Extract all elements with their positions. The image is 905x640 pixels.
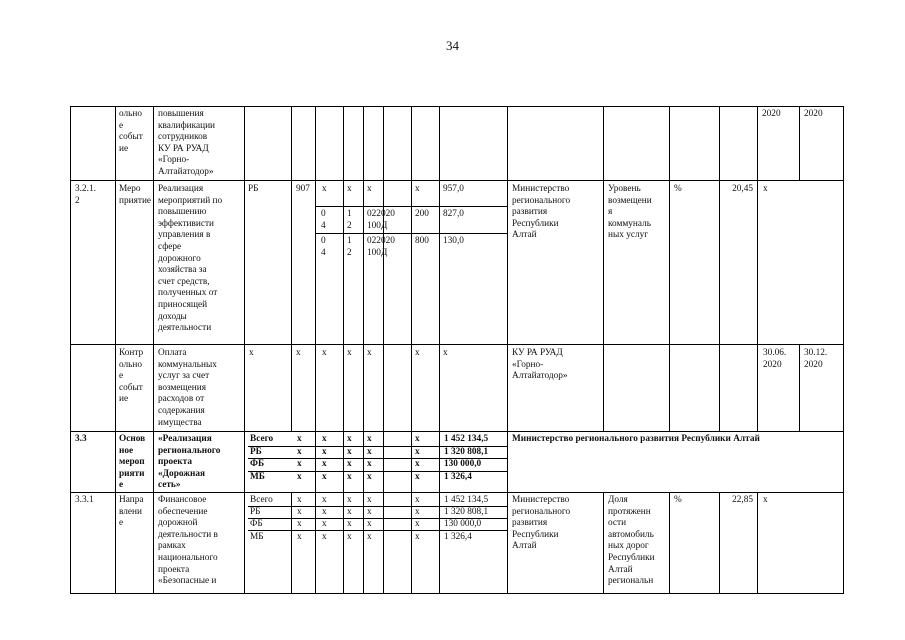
code-cell: x — [347, 348, 352, 358]
code-cell: x — [415, 447, 420, 457]
amount-cell: 1 320 808,1 — [444, 507, 489, 517]
indicator-cell: Доля протяженн ости автомобиль ных дорог Республики Алтай региональн — [608, 495, 655, 587]
code-cell: x — [415, 348, 420, 358]
row-number: 3.3.1 — [75, 495, 94, 505]
amount-cell: 130 000,0 — [444, 459, 482, 469]
code-cell: x — [367, 532, 372, 542]
code-cell: x — [367, 447, 372, 457]
event-name-cell: повышения квалификации сотрудников КУ РА РУАД «Горно- Алтайатодор» — [158, 109, 216, 177]
amount-cell: 827,0 — [443, 209, 464, 219]
code-cell: x — [249, 348, 254, 358]
page-number: 34 — [446, 38, 459, 53]
target-article-cell: 022020 100Д — [367, 209, 395, 231]
code-cell: x — [415, 459, 420, 469]
code-cell: x — [367, 472, 372, 482]
code-cell: x — [322, 532, 327, 542]
event-type-cell: Основ ное мероп рияти е — [119, 434, 146, 491]
amount-cell: 1 326,4 — [444, 472, 472, 482]
code-cell: x — [347, 472, 352, 482]
code-cell: x — [415, 507, 420, 517]
funding-source-cell: Всего — [250, 434, 274, 444]
code-cell: x — [297, 507, 302, 517]
event-name-cell: «Реализация регионального проекта «Дорожная сеть» — [158, 434, 221, 491]
code-cell: x — [322, 184, 327, 194]
code-cell: x — [347, 519, 352, 529]
code-cell: x — [347, 184, 352, 194]
amount-cell: x — [443, 348, 448, 358]
code-cell: x — [297, 434, 302, 444]
code-cell: x — [297, 447, 302, 457]
grbs-code-cell: 907 — [296, 184, 310, 194]
code-cell: x — [347, 495, 352, 505]
code-cell: x — [322, 519, 327, 529]
code-cell: x — [347, 434, 352, 444]
amount-cell: 957,0 — [443, 184, 464, 194]
row-number: 3.2.1. 2 — [75, 184, 96, 206]
expense-type-cell: 200 — [415, 209, 429, 219]
event-type-cell: ольно е событ ие — [119, 109, 143, 154]
event-type-cell: Напра влени е — [119, 495, 144, 529]
unit-cell: % — [674, 184, 682, 194]
code-cell: x — [367, 434, 372, 444]
target-article-cell: 022020 100Д — [367, 236, 395, 258]
funding-source-cell: МБ — [250, 472, 265, 482]
event-name-cell: Финансовое обеспечение дорожной деятельности в рамках национального проекта «Безопасные и — [158, 495, 218, 587]
code-cell: x — [347, 532, 352, 542]
code-cell: x — [322, 507, 327, 517]
event-type-cell: Контр ольно е событ ие — [119, 348, 144, 405]
subsection-code-cell: 1 2 — [347, 209, 352, 231]
indicator-value-cell: 20,45 — [732, 184, 753, 194]
code-cell: x — [415, 495, 420, 505]
section-code-cell: 0 4 — [321, 236, 326, 258]
code-cell: x — [296, 348, 301, 358]
code-cell: x — [322, 495, 327, 505]
amount-cell: 1 452 134,5 — [444, 434, 489, 444]
end-date-cell: 2020 — [804, 109, 823, 119]
start-date-cell: 30.06. 2020 — [763, 348, 787, 370]
code-cell: x — [367, 507, 372, 517]
event-type-cell: Меро приятие — [119, 184, 152, 206]
end-date-cell: 30.12. 2020 — [804, 348, 828, 370]
indicator-value-cell: 22,85 — [732, 495, 753, 505]
event-name-cell: Оплата коммунальных услуг за счет возмещения расходов от содержания имущества — [158, 348, 217, 428]
code-cell: x — [297, 495, 302, 505]
date-cell: x — [763, 495, 768, 505]
code-cell: x — [347, 459, 352, 469]
funding-source-cell: ФБ — [250, 519, 263, 529]
funding-source-cell: РБ — [250, 507, 261, 517]
code-cell: x — [367, 348, 372, 358]
unit-cell: % — [674, 495, 682, 505]
executor-cell: КУ РА РУАД «Горно- Алтайатодор» — [512, 348, 568, 382]
funding-source-cell: РБ — [250, 447, 262, 457]
code-cell: x — [347, 507, 352, 517]
code-cell: x — [415, 519, 420, 529]
funding-source-cell: ФБ — [250, 459, 265, 469]
amount-cell: 1 326,4 — [444, 532, 472, 542]
amount-cell: 1 452 134,5 — [444, 495, 489, 505]
code-cell: x — [297, 472, 302, 482]
code-cell: x — [415, 472, 420, 482]
funding-source-cell: РБ — [248, 184, 259, 194]
section-code-cell: 0 4 — [321, 209, 326, 231]
code-cell: x — [367, 495, 372, 505]
indicator-cell: Уровень возмещени я коммуналь ных услуг — [608, 184, 652, 241]
code-cell: x — [415, 434, 420, 444]
code-cell: x — [367, 459, 372, 469]
executor-cell: Министерство регионального развития Республики Алтай — [512, 495, 571, 552]
row-number: 3.3 — [75, 434, 87, 444]
program-table — [70, 106, 844, 594]
code-cell: x — [415, 532, 420, 542]
code-cell: x — [367, 184, 372, 194]
code-cell: x — [322, 447, 327, 457]
expense-type-cell: 800 — [415, 236, 429, 246]
funding-source-cell: МБ — [250, 532, 264, 542]
code-cell: x — [322, 434, 327, 444]
code-cell: x — [367, 519, 372, 529]
amount-cell: 1 320 808,1 — [444, 447, 489, 457]
code-cell: x — [347, 447, 352, 457]
code-cell: x — [415, 184, 420, 194]
code-cell: x — [322, 348, 327, 358]
amount-cell: 130,0 — [443, 236, 464, 246]
code-cell: x — [297, 459, 302, 469]
code-cell: x — [322, 472, 327, 482]
funding-source-cell: Всего — [250, 495, 273, 505]
code-cell: x — [322, 459, 327, 469]
amount-cell: 130 000,0 — [444, 519, 482, 529]
date-cell: x — [763, 184, 768, 194]
code-cell: x — [297, 519, 302, 529]
subsection-code-cell: 1 2 — [347, 236, 352, 258]
start-date-cell: 2020 — [762, 109, 781, 119]
executor-cell: Министерство регионального развития Республики Алтай — [512, 434, 760, 444]
code-cell: x — [297, 532, 302, 542]
executor-cell: Министерство регионального развития Республики Алтай — [512, 184, 571, 241]
event-name-cell: Реализация мероприятий по повышению эффективисти управления в сфере дорожного хозяйства за счет средств, полученных от приносящей доходы деятельности — [158, 184, 223, 334]
